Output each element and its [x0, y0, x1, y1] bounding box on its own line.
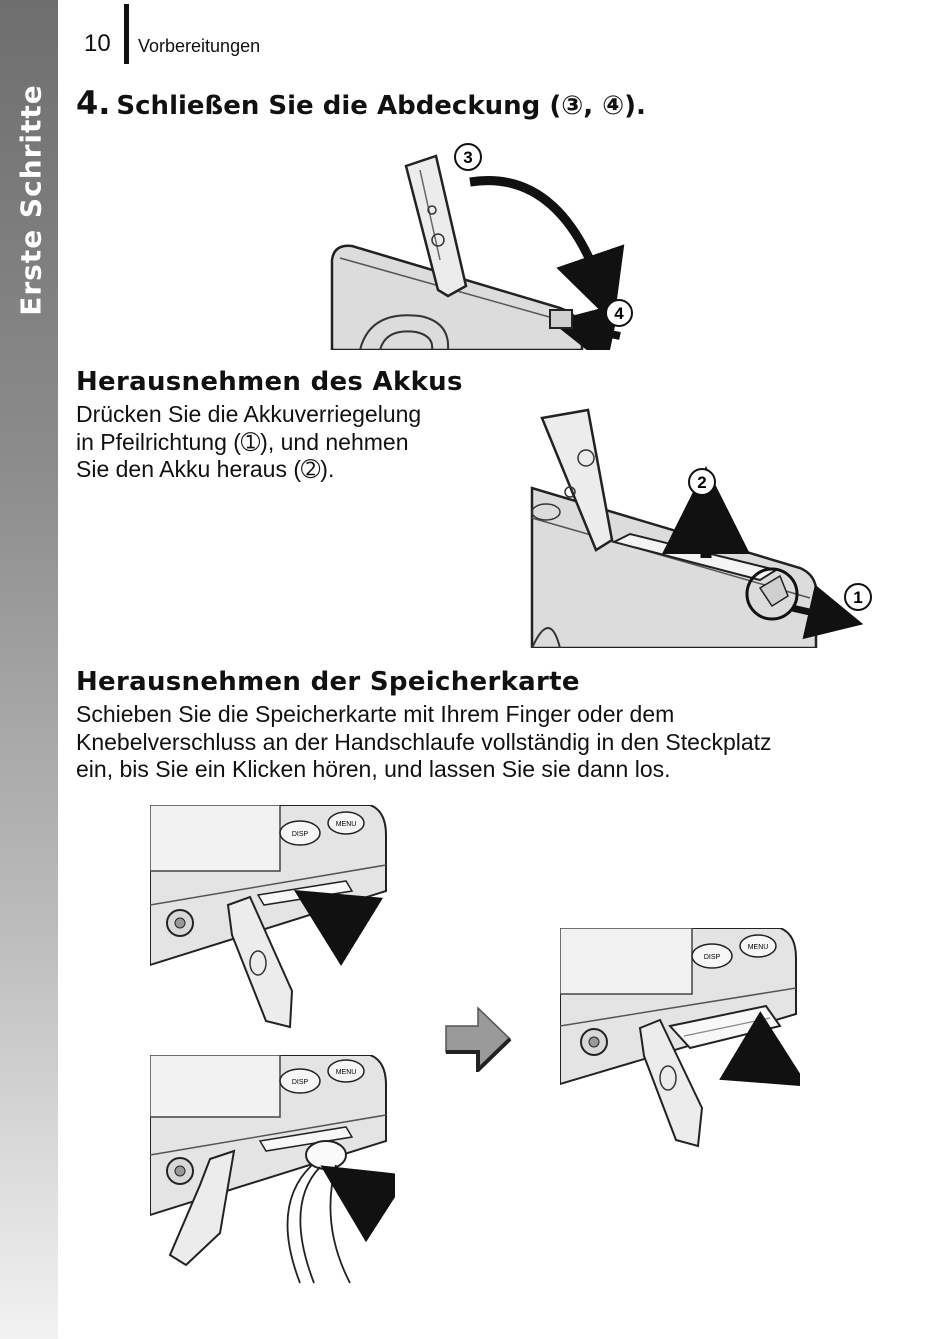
battery-instructions: [76, 401, 421, 484]
menu-button-label: MENU: [335, 821, 357, 828]
side-tab-label: Erste Schritte: [14, 84, 48, 316]
battery-line-1: Drücken Sie die Akkuverriegelung: [76, 401, 422, 427]
disp-button-label: DISP: [703, 954, 721, 961]
card-heading: Herausnehmen der Speicherkarte: [76, 667, 580, 697]
battery-line-2: in Pfeilrichtung (➀), und nehmen: [76, 428, 409, 455]
card-line-3: ein, bis Sie ein Klicken hören, und lassen Sie sie dann los.: [76, 756, 671, 782]
callout-4-label: 4: [614, 304, 624, 323]
step-4-heading: [76, 84, 646, 122]
card-instructions: [76, 701, 772, 784]
disp-button-label: DISP: [291, 1079, 309, 1086]
eject-arrow: [744, 1048, 774, 1066]
card-line-1: Schieben Sie die Speicherkarte mit Ihrem Finger oder dem: [76, 701, 675, 727]
battery-heading: Herausnehmen des Akkus: [76, 367, 463, 397]
close-cover-illustration: [320, 140, 640, 350]
menu-button-label: MENU: [747, 944, 769, 951]
step-number: 4.: [76, 84, 111, 122]
push-card-strap-illustration: [150, 1055, 395, 1285]
page-number: 10: [84, 30, 111, 57]
battery-line-3: Sie den Akku heraus (➁).: [76, 456, 335, 482]
lcd-screen: [150, 805, 280, 871]
wrist-strap: [288, 1165, 351, 1283]
disp-button-label: DISP: [291, 831, 309, 838]
strap-latch: [306, 1141, 346, 1169]
callout-2-label: 2: [697, 473, 707, 492]
lcd-screen: [560, 928, 692, 994]
transition-arrow: [444, 1006, 512, 1072]
callout-1-label: 1: [853, 588, 863, 607]
arrow-3: [470, 181, 602, 290]
header-divider: [124, 4, 129, 64]
push-arrow: [328, 911, 354, 927]
remove-battery-illustration: [530, 408, 880, 648]
card-line-2: Knebelverschluss an der Handschlaufe vollständig in den Steckplatz: [76, 728, 772, 755]
chapter-title: Vorbereitungen: [138, 36, 261, 56]
callout-3-label: 3: [463, 148, 473, 167]
arrow-4: [582, 328, 620, 336]
step-title: Schließen Sie die Abdeckung (③, ④).: [116, 91, 646, 121]
lcd-screen: [150, 1055, 280, 1117]
card-ejected-illustration: [560, 928, 800, 1153]
push-arrow: [354, 1187, 382, 1205]
push-card-finger-illustration: [150, 805, 390, 1030]
side-tab: [0, 0, 58, 1339]
menu-button-label: MENU: [335, 1069, 357, 1076]
